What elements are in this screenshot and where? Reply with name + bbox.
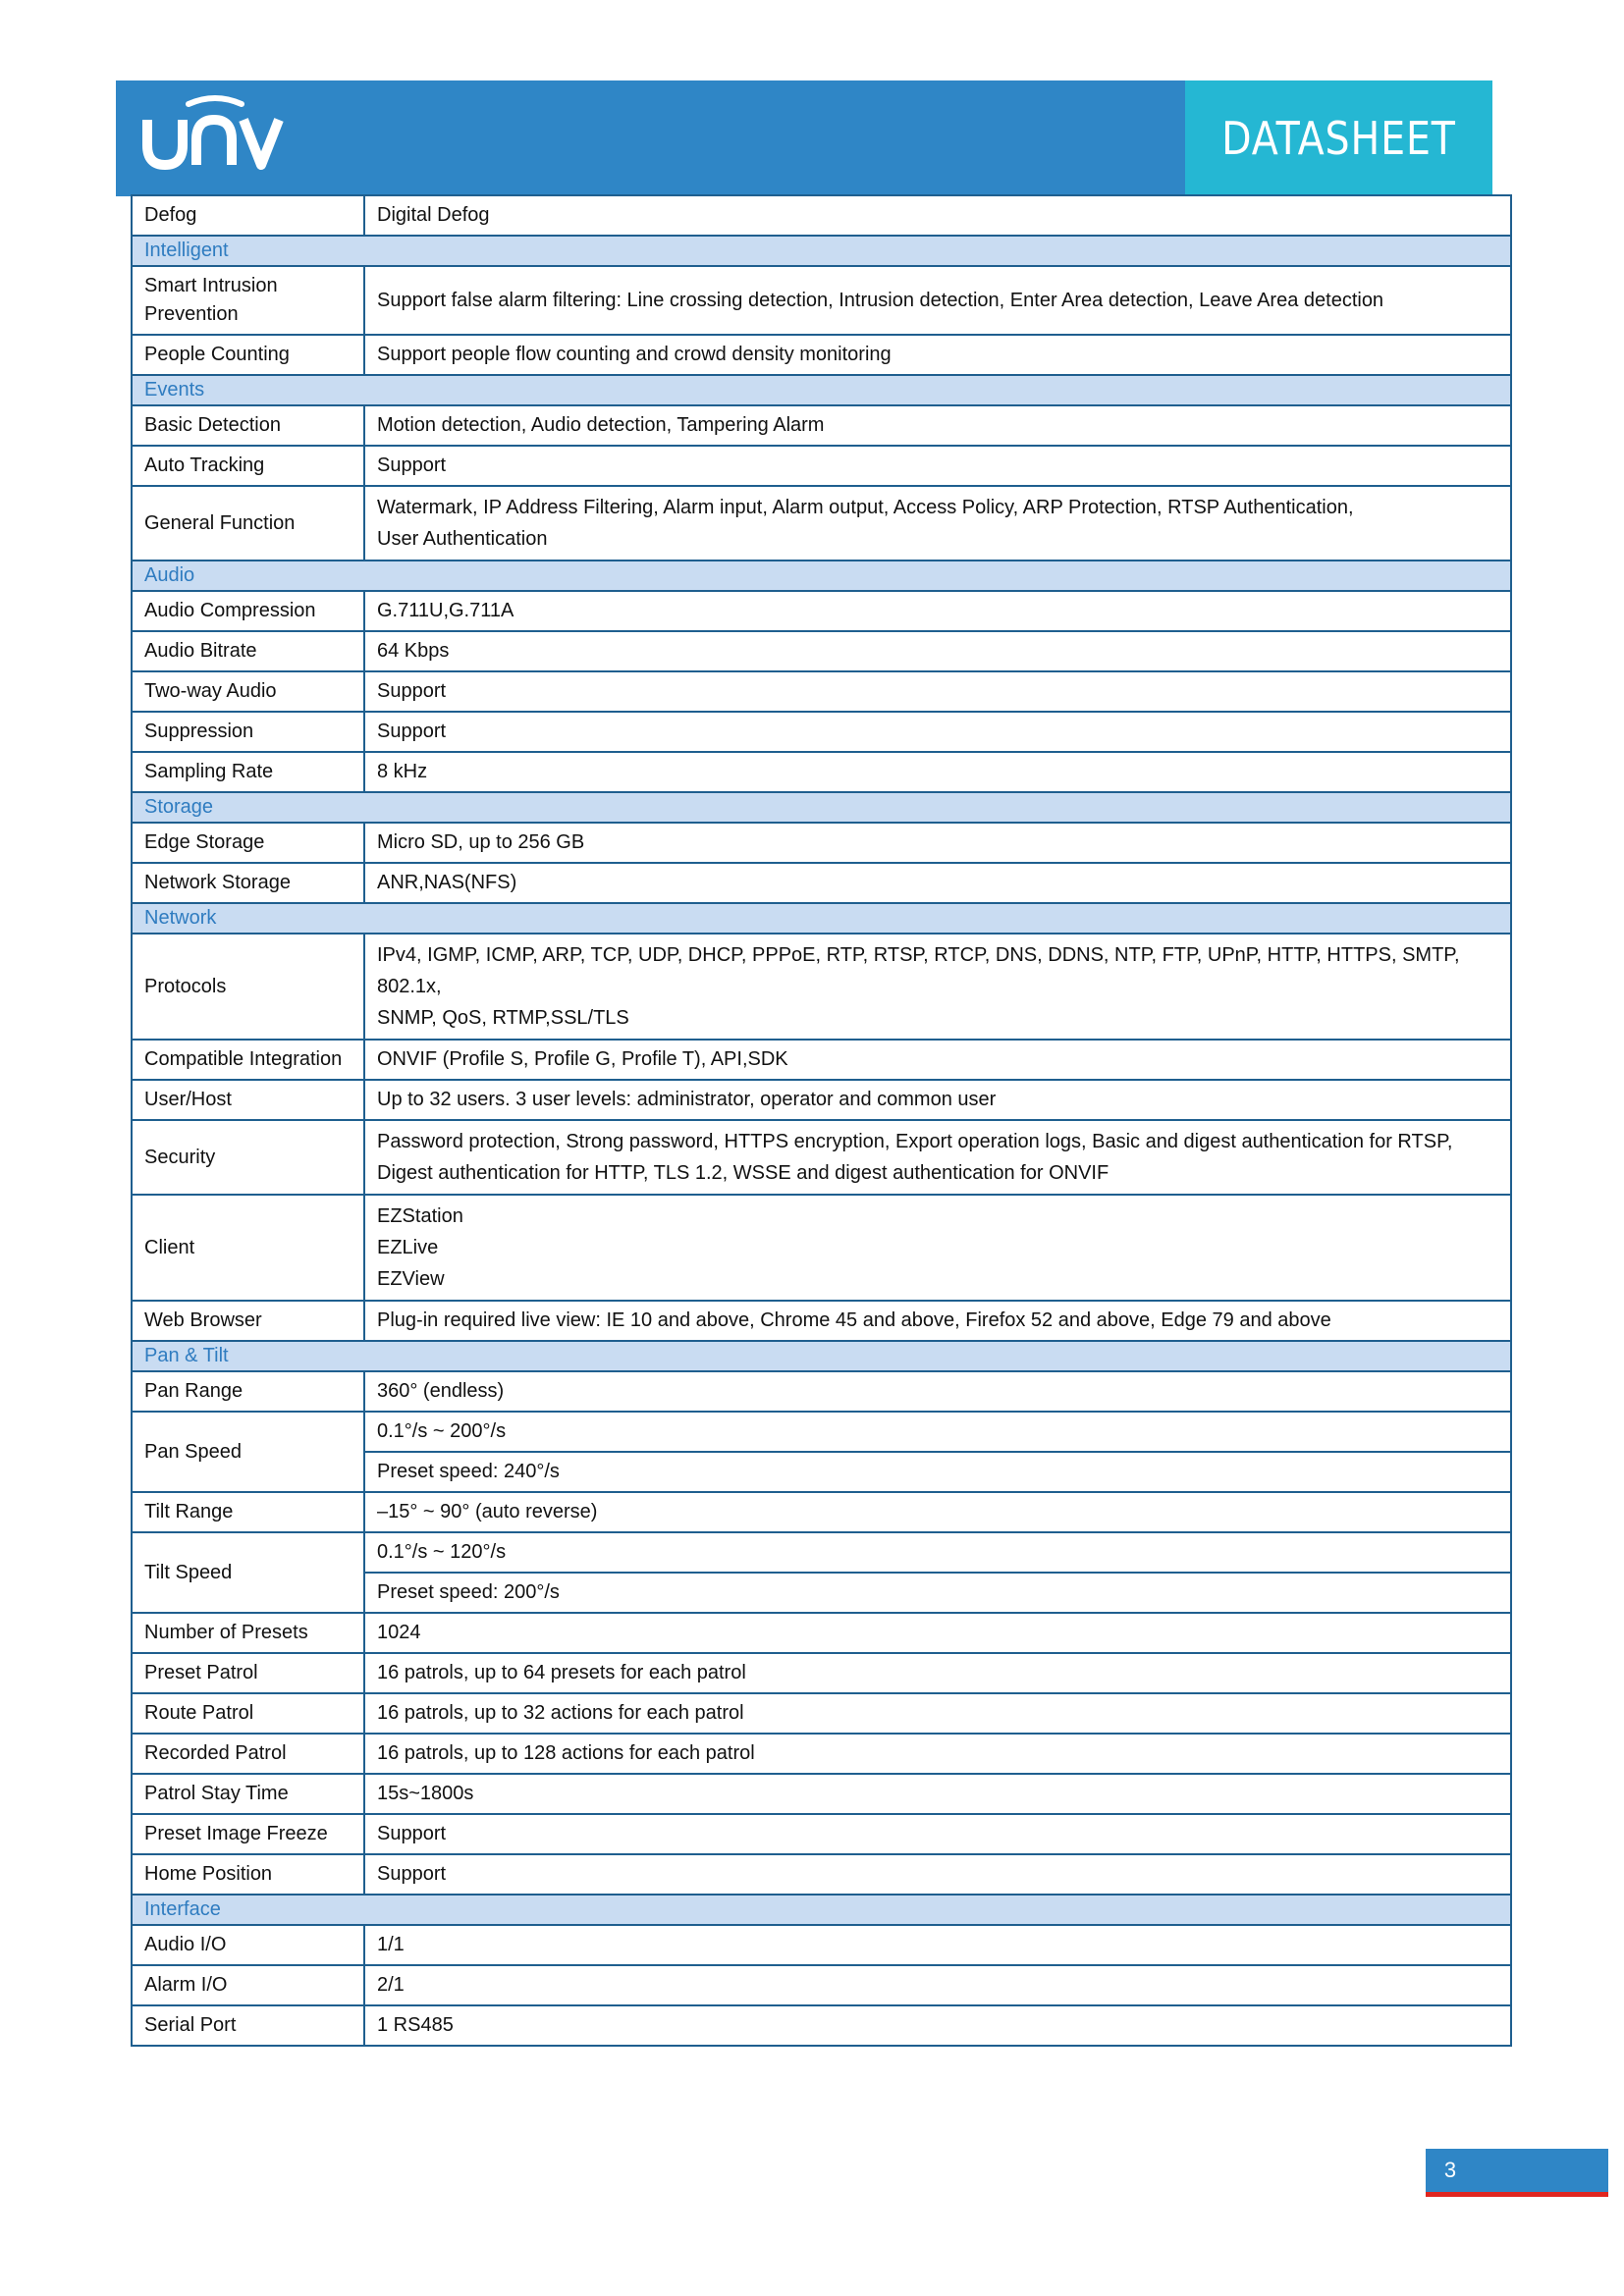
spec-row-defog (132, 195, 1511, 236)
spec-row-edge-storage (132, 823, 1511, 863)
spec-label: People Counting (132, 335, 364, 375)
datasheet-label: DATASHEET (1221, 112, 1456, 165)
section-title: Interface (132, 1895, 1511, 1925)
spec-label: Patrol Stay Time (132, 1774, 364, 1814)
spec-value-line: Motion detection, Audio detection, Tampering Alarm (377, 414, 825, 436)
spec-value-line: 64 Kbps (377, 640, 450, 662)
spec-value-line: Up to 32 users. 3 user levels: administrator, operator and common user (377, 1089, 997, 1110)
spec-value (364, 712, 1511, 752)
section-network (132, 903, 1511, 934)
spec-row-network-storage (132, 863, 1511, 903)
spec-label: Audio Compression (132, 591, 364, 631)
spec-value (364, 1120, 1511, 1195)
spec-value-line: 1 RS485 (377, 2014, 454, 2036)
spec-value-line: 1/1 (377, 1934, 405, 1955)
spec-value: Preset speed: 240°/s (364, 1452, 1511, 1492)
spec-value (364, 405, 1511, 446)
spec-row-pan-speed (132, 1412, 1511, 1452)
spec-value-line: Password protection, Strong password, HTTPS encryption, Export operation logs, Basic and digest authentication for RTSP, (377, 1131, 1453, 1152)
unv-logo (141, 94, 289, 173)
spec-value-line: Support (377, 454, 447, 476)
spec-value-line: SNMP, QoS, RTMP,SSL/TLS (377, 1007, 629, 1029)
spec-value (364, 1492, 1511, 1532)
spec-value (364, 195, 1511, 236)
spec-row-two-way-audio (132, 671, 1511, 712)
spec-value-line: User Authentication (377, 528, 548, 550)
spec-value (364, 1965, 1511, 2005)
spec-value-line: Digest authentication for HTTP, TLS 1.2, WSSE and digest authentication for ONVIF (377, 1162, 1110, 1184)
spec-row-security (132, 1120, 1511, 1195)
spec-row-patrol-stay-time (132, 1774, 1511, 1814)
spec-value-line: 2/1 (377, 1974, 405, 1996)
spec-label: Defog (132, 195, 364, 236)
spec-value-line: G.711U,G.711A (377, 600, 514, 621)
section-events (132, 375, 1511, 405)
spec-label: Tilt Speed (132, 1532, 364, 1613)
spec-row-number-of-presets (132, 1613, 1511, 1653)
spec-label: Suppression (132, 712, 364, 752)
section-title: Storage (132, 792, 1511, 823)
spec-value-line: Digital Defog (377, 204, 490, 226)
spec-label: Preset Patrol (132, 1653, 364, 1693)
spec-value-line: ONVIF (Profile S, Profile G, Profile T), API,SDK (377, 1048, 788, 1070)
section-title: Events (132, 375, 1511, 405)
spec-table (131, 194, 1512, 2047)
section-title: Intelligent (132, 236, 1511, 266)
page-number-underline (1426, 2192, 1608, 2197)
spec-value (364, 1080, 1511, 1120)
spec-value-line: Watermark, IP Address Filtering, Alarm input, Alarm output, Access Policy, ARP Protection, RTSP Authentication, (377, 497, 1354, 518)
section-interface (132, 1895, 1511, 1925)
spec-row-protocols (132, 934, 1511, 1040)
spec-value (364, 1814, 1511, 1854)
spec-value-line: ANR,NAS(NFS) (377, 872, 517, 893)
spec-label: Pan Speed (132, 1412, 364, 1492)
spec-row-client (132, 1195, 1511, 1301)
spec-row-auto-tracking (132, 446, 1511, 486)
spec-row-general-function (132, 486, 1511, 561)
spec-value-line: 16 patrols, up to 64 presets for each patrol (377, 1662, 746, 1683)
spec-label: Alarm I/O (132, 1965, 364, 2005)
spec-value-line: 15s~1800s (377, 1783, 474, 1804)
spec-label: User/Host (132, 1080, 364, 1120)
spec-value: 0.1°/s ~ 120°/s (364, 1532, 1511, 1573)
spec-row-sampling-rate (132, 752, 1511, 792)
spec-value-line: Support (377, 721, 447, 742)
spec-row-audio-bitrate (132, 631, 1511, 671)
spec-label: Home Position (132, 1854, 364, 1895)
spec-row-preset-patrol (132, 1653, 1511, 1693)
spec-value (364, 1040, 1511, 1080)
spec-label: Web Browser (132, 1301, 364, 1341)
spec-value-line: Plug-in required live view: IE 10 and above, Chrome 45 and above, Firefox 52 and above, Edge 79 and above (377, 1309, 1331, 1331)
spec-value (364, 1734, 1511, 1774)
spec-value: Preset speed: 200°/s (364, 1573, 1511, 1613)
spec-row-smart-intrusion-prevention (132, 266, 1511, 335)
spec-value: 0.1°/s ~ 200°/s (364, 1412, 1511, 1452)
spec-row-route-patrol (132, 1693, 1511, 1734)
spec-label: Tilt Range (132, 1492, 364, 1532)
spec-row-user-host (132, 1080, 1511, 1120)
spec-value (364, 1925, 1511, 1965)
spec-value (364, 1774, 1511, 1814)
spec-label: Preset Image Freeze (132, 1814, 364, 1854)
spec-label: Auto Tracking (132, 446, 364, 486)
spec-label: Pan Range (132, 1371, 364, 1412)
section-title: Pan & Tilt (132, 1341, 1511, 1371)
spec-value-line: EZView (377, 1268, 445, 1290)
spec-value (364, 1854, 1511, 1895)
spec-row-audio-compression (132, 591, 1511, 631)
spec-label: Basic Detection (132, 405, 364, 446)
spec-label: Smart Intrusion Prevention (132, 266, 364, 335)
spec-value-line: Micro SD, up to 256 GB (377, 831, 585, 853)
spec-value (364, 671, 1511, 712)
spec-value (364, 1653, 1511, 1693)
spec-row-web-browser (132, 1301, 1511, 1341)
spec-value (364, 863, 1511, 903)
spec-label: Security (132, 1120, 364, 1195)
spec-label: Two-way Audio (132, 671, 364, 712)
spec-row-suppression (132, 712, 1511, 752)
spec-value (364, 934, 1511, 1040)
spec-value-line: 8 kHz (377, 761, 428, 782)
spec-label: Number of Presets (132, 1613, 364, 1653)
spec-value (364, 446, 1511, 486)
spec-value-line: Support (377, 1823, 447, 1844)
spec-value-line: Support people flow counting and crowd density monitoring (377, 344, 892, 365)
section-title: Audio (132, 561, 1511, 591)
spec-label: Serial Port (132, 2005, 364, 2046)
datasheet-badge (1185, 80, 1492, 196)
spec-value (364, 1195, 1511, 1301)
spec-label: Protocols (132, 934, 364, 1040)
spec-value-line: Support (377, 680, 447, 702)
spec-row-tilt-speed (132, 1532, 1511, 1573)
spec-value (364, 823, 1511, 863)
section-pan-tilt (132, 1341, 1511, 1371)
spec-value (364, 752, 1511, 792)
spec-row-audio-i-o (132, 1925, 1511, 1965)
spec-value-line: EZLive (377, 1237, 439, 1258)
spec-label: Audio I/O (132, 1925, 364, 1965)
spec-value (364, 1371, 1511, 1412)
spec-value (364, 486, 1511, 561)
spec-value-line: Support false alarm filtering: Line crossing detection, Intrusion detection, Enter Area detection, Leave Area detection (377, 289, 1384, 311)
spec-value-line: EZStation (377, 1205, 463, 1227)
spec-label: Client (132, 1195, 364, 1301)
page-number: 3 (1443, 2158, 1457, 2182)
spec-label: Compatible Integration (132, 1040, 364, 1080)
spec-value-line: –15° ~ 90° (auto reverse) (377, 1501, 598, 1522)
spec-row-home-position (132, 1854, 1511, 1895)
spec-value (364, 2005, 1511, 2046)
spec-label: Edge Storage (132, 823, 364, 863)
spec-row-tilt-range (132, 1492, 1511, 1532)
spec-value (364, 591, 1511, 631)
spec-row-recorded-patrol (132, 1734, 1511, 1774)
spec-row-compatible-integration (132, 1040, 1511, 1080)
spec-value-line: 360° (endless) (377, 1380, 505, 1402)
spec-value-line: Support (377, 1863, 447, 1885)
spec-row-serial-port (132, 2005, 1511, 2046)
spec-row-alarm-i-o (132, 1965, 1511, 2005)
spec-label: Route Patrol (132, 1693, 364, 1734)
spec-value-line: IPv4, IGMP, ICMP, ARP, TCP, UDP, DHCP, PPPoE, RTP, RTSP, RTCP, DNS, DDNS, NTP, FTP, UPnP, HTTP, HTTPS, SMTP, 802.1x, (377, 944, 1460, 997)
spec-row-preset-image-freeze (132, 1814, 1511, 1854)
spec-value (364, 1693, 1511, 1734)
section-intelligent (132, 236, 1511, 266)
spec-value (364, 631, 1511, 671)
spec-label: General Function (132, 486, 364, 561)
spec-value-line: 1024 (377, 1622, 421, 1643)
spec-value (364, 1613, 1511, 1653)
spec-label: Audio Bitrate (132, 631, 364, 671)
spec-label: Network Storage (132, 863, 364, 903)
spec-value (364, 335, 1511, 375)
spec-value-line: 16 patrols, up to 128 actions for each patrol (377, 1742, 755, 1764)
section-storage (132, 792, 1511, 823)
spec-row-pan-range (132, 1371, 1511, 1412)
section-title: Network (132, 903, 1511, 934)
section-audio (132, 561, 1511, 591)
spec-value (364, 1301, 1511, 1341)
spec-value (364, 266, 1511, 335)
spec-row-people-counting (132, 335, 1511, 375)
spec-value-line: 16 patrols, up to 32 actions for each patrol (377, 1702, 744, 1724)
spec-label: Sampling Rate (132, 752, 364, 792)
spec-label: Recorded Patrol (132, 1734, 364, 1774)
spec-row-basic-detection (132, 405, 1511, 446)
